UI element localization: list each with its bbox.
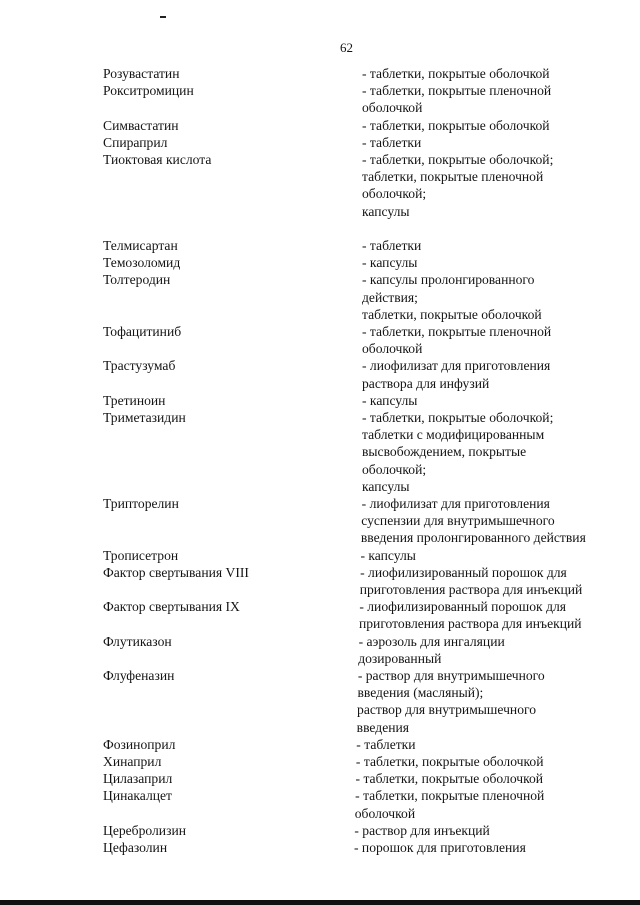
dosage-form: - таблетки (362, 134, 422, 150)
list-item (0, 238, 640, 254)
list-item (0, 823, 640, 839)
scan-mark (160, 16, 166, 18)
list-item (0, 272, 640, 288)
dosage-form: таблетки с модифицированным (362, 427, 545, 443)
list-item (0, 651, 640, 667)
drug-name: Третиноин (103, 392, 166, 408)
dosage-form: - таблетки, покрытые оболочкой (355, 771, 544, 787)
drug-name: Фозиноприл (103, 736, 176, 752)
dosage-form: раствор для внутримышечного (357, 702, 537, 718)
drug-name: Спираприл (103, 134, 168, 150)
drug-name: Темозоломид (103, 255, 181, 271)
dosage-form: суспензии для внутримышечного (361, 513, 555, 529)
list-item (0, 358, 640, 374)
list-item (0, 290, 640, 306)
list-item (0, 186, 640, 202)
list-item (0, 548, 640, 564)
dosage-form: оболочкой; (362, 186, 427, 202)
list-item (0, 169, 640, 185)
drug-name: Трастузумаб (103, 358, 176, 374)
drug-name: Церебролизин (103, 822, 186, 838)
list-item (0, 616, 640, 632)
drug-name: Трописетрон (103, 547, 179, 563)
list-item (0, 754, 640, 770)
dosage-form: - капсулы (360, 547, 416, 563)
list-item (0, 376, 640, 392)
dosage-form: высвобождением, покрытые (362, 444, 527, 460)
drug-name: Триметазидин (103, 410, 186, 425)
drug-name: Флуфеназин (103, 668, 175, 683)
dosage-form: - таблетки, покрытые пленочной (362, 324, 552, 339)
dosage-form: - таблетки, покрытые оболочкой; (362, 410, 554, 425)
dosage-form: - капсулы пролонгированного (362, 272, 535, 288)
dosage-form: введения пролонгированного действия (360, 530, 586, 546)
dosage-form: приготовления раствора для инъекций (358, 616, 582, 632)
dosage-form: - порошок для приготовления (354, 840, 526, 855)
list-item (0, 204, 640, 220)
dosage-form: - лиофилизированный порошок для (359, 599, 567, 615)
drug-name: Тофацитиниб (103, 324, 182, 339)
dosage-form: капсулы (362, 203, 410, 219)
list-item (0, 152, 640, 168)
list-item (0, 634, 640, 650)
list-item (0, 479, 640, 495)
dosage-form: оболочкой (354, 805, 416, 821)
list-item (0, 462, 640, 478)
dosage-form: оболочкой (362, 341, 423, 357)
list-item (0, 66, 640, 82)
page-number: 62 (340, 40, 353, 55)
list-item (0, 685, 640, 701)
drug-name: Толтеродин (103, 272, 171, 288)
dosage-form: дозированный (358, 650, 442, 666)
list-item (0, 444, 640, 460)
drug-name: Цилазаприл (103, 771, 173, 787)
list-item (0, 599, 640, 615)
list-item (0, 565, 640, 581)
dosage-form: введения (356, 719, 410, 735)
dosage-form: - таблетки, покрытые оболочкой (362, 117, 550, 133)
dosage-form: - лиофилизированный порошок для (360, 564, 567, 580)
dosage-form: - капсулы (362, 392, 418, 408)
list-item (0, 118, 640, 134)
list-item (0, 341, 640, 357)
list-item (0, 582, 640, 598)
drug-name: Симвастатин (103, 117, 179, 133)
dosage-form: - таблетки, покрытые оболочкой (362, 66, 550, 81)
list-item (0, 737, 640, 753)
scan-bottom-edge (0, 900, 640, 905)
list-item (0, 771, 640, 787)
drug-name: Розувастатин (103, 66, 180, 81)
list-item (0, 410, 640, 426)
list-item (0, 806, 640, 822)
list-item (0, 702, 640, 718)
dosage-form: оболочкой (362, 100, 423, 116)
dosage-form: - таблетки, покрытые оболочкой (355, 754, 544, 769)
list-item (0, 255, 640, 271)
drug-name: Хинаприл (103, 754, 162, 769)
drug-name: Флутиказон (103, 633, 172, 649)
drug-name: Цефазолин (103, 840, 168, 855)
drug-name: Рокситромицин (103, 83, 194, 99)
dosage-form: действия; (362, 289, 418, 305)
list-item (0, 83, 640, 99)
dosage-form: таблетки, покрытые оболочкой (362, 306, 542, 322)
drug-name: Телмисартан (103, 238, 178, 253)
dosage-form: - таблетки, покрытые оболочкой; (362, 152, 554, 167)
list-item (0, 393, 640, 409)
drug-name: Трипторелин (103, 496, 179, 511)
list-item (0, 427, 640, 443)
list-item (0, 307, 640, 323)
dosage-form: - лиофилизат для приготовления (361, 496, 550, 511)
list-item (0, 135, 640, 151)
drug-name: Фактор свертывания VIII (103, 564, 249, 580)
list-item (0, 668, 640, 684)
dosage-form: - аэрозоль для ингаляции (358, 633, 505, 649)
dosage-form: - таблетки (362, 238, 422, 253)
drug-name: Цинакалцет (103, 788, 172, 804)
dosage-form: раствора для инфузий (362, 375, 490, 391)
list-item (0, 496, 640, 512)
list-item (0, 840, 640, 856)
dosage-form: - таблетки (356, 736, 416, 752)
list-item (0, 530, 640, 546)
list-item (0, 513, 640, 529)
dosage-form: - раствор для внутримышечного (357, 668, 545, 683)
dosage-form: - раствор для инъекций (354, 822, 490, 838)
dosage-form: - капсулы (362, 255, 418, 271)
drug-name: Фактор свертывания IX (103, 599, 240, 615)
dosage-form: - таблетки, покрытые пленочной (362, 83, 552, 99)
dosage-form: приготовления раствора для инъекций (359, 582, 583, 597)
dosage-form: оболочкой; (362, 461, 427, 477)
drug-name: Тиоктовая кислота (103, 152, 212, 167)
list-item (0, 324, 640, 340)
list-item (0, 100, 640, 116)
list-item (0, 720, 640, 736)
dosage-form: - таблетки, покрытые пленочной (355, 788, 545, 804)
dosage-form: - лиофилизат для приготовления (362, 358, 551, 374)
dosage-form: таблетки, покрытые пленочной (362, 169, 544, 185)
list-item (0, 788, 640, 804)
dosage-form: введения (масляный); (357, 685, 484, 701)
dosage-form: капсулы (362, 478, 410, 494)
